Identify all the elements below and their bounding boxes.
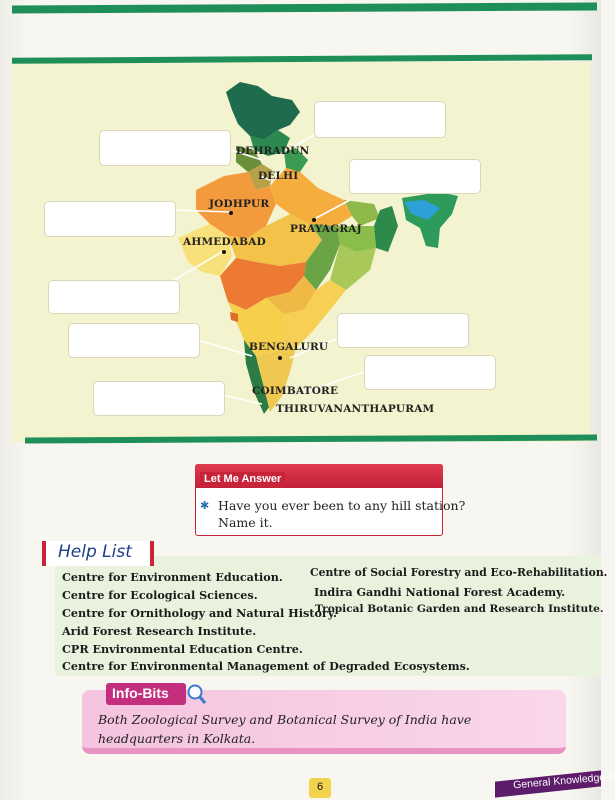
city-label-prayagraj: PRAYAGRAJ bbox=[290, 223, 362, 235]
city-label-jodhpur: JODHPUR bbox=[209, 198, 270, 210]
city-label-bengaluru: BENGALURU bbox=[249, 341, 329, 353]
city-label-ahmedabad: AHMEDABAD bbox=[183, 236, 266, 248]
city-label-delhi: DELHI bbox=[258, 170, 299, 182]
page-number: 6 bbox=[316, 781, 324, 793]
map-blank-box[interactable] bbox=[364, 355, 496, 390]
map-blank-box[interactable] bbox=[99, 130, 231, 166]
map-blank-box[interactable] bbox=[314, 101, 446, 138]
city-dot-jodhpur bbox=[229, 211, 233, 215]
info-bits-title: Info-Bits bbox=[112, 685, 169, 701]
magnifier-icon bbox=[186, 683, 206, 705]
map-region-northeast bbox=[402, 192, 458, 248]
help-list-item: Indira Gandhi National Forest Academy. bbox=[314, 585, 566, 599]
book-title: General Knowledge-6 bbox=[512, 770, 615, 792]
help-list-item: Centre for Environment Education. bbox=[62, 570, 283, 584]
map-blank-box[interactable] bbox=[349, 159, 481, 194]
city-dot-bengaluru bbox=[278, 356, 282, 360]
city-dot-prayagraj bbox=[312, 218, 316, 222]
city-label-coimbatore: COIMBATORE bbox=[252, 385, 339, 397]
help-list-item: Centre for Ornithology and Natural History. bbox=[62, 606, 337, 620]
help-list-item: Tropical Botanic Garden and Research Institute. bbox=[315, 603, 604, 615]
map-blank-box[interactable] bbox=[44, 201, 176, 237]
map-region-north bbox=[226, 82, 300, 140]
city-label-thiruvananthapuram: THIRUVANANTHAPURAM bbox=[276, 403, 435, 415]
help-list-title: Help List bbox=[58, 542, 132, 562]
map-blank-box[interactable] bbox=[48, 280, 180, 314]
map-blank-box[interactable] bbox=[93, 381, 225, 416]
map-blank-box[interactable] bbox=[68, 323, 200, 358]
help-list-item: CPR Environmental Education Centre. bbox=[62, 642, 303, 656]
let-me-answer-question: Have you ever been to any hill station? Name it. bbox=[218, 498, 466, 530]
city-label-dehradun: DEHRADUN bbox=[236, 145, 310, 157]
city-dot-ahmedabad bbox=[222, 250, 226, 254]
map-blank-box[interactable] bbox=[337, 313, 469, 348]
help-list-item: Centre for Ecological Sciences. bbox=[62, 588, 258, 602]
help-list-item: Centre for Environmental Management of Degraded Ecosystems. bbox=[62, 659, 470, 673]
let-me-answer-label: Let Me Answer bbox=[200, 472, 285, 487]
info-bits-text: Both Zoological Survey and Botanical Survey of India have headquarters in Kolkata. bbox=[98, 712, 472, 746]
help-list-item: Arid Forest Research Institute. bbox=[62, 624, 257, 638]
help-list-item: Centre of Social Forestry and Eco-Rehabilitation. bbox=[310, 566, 608, 579]
asterisk-icon: ✱ bbox=[200, 499, 210, 512]
